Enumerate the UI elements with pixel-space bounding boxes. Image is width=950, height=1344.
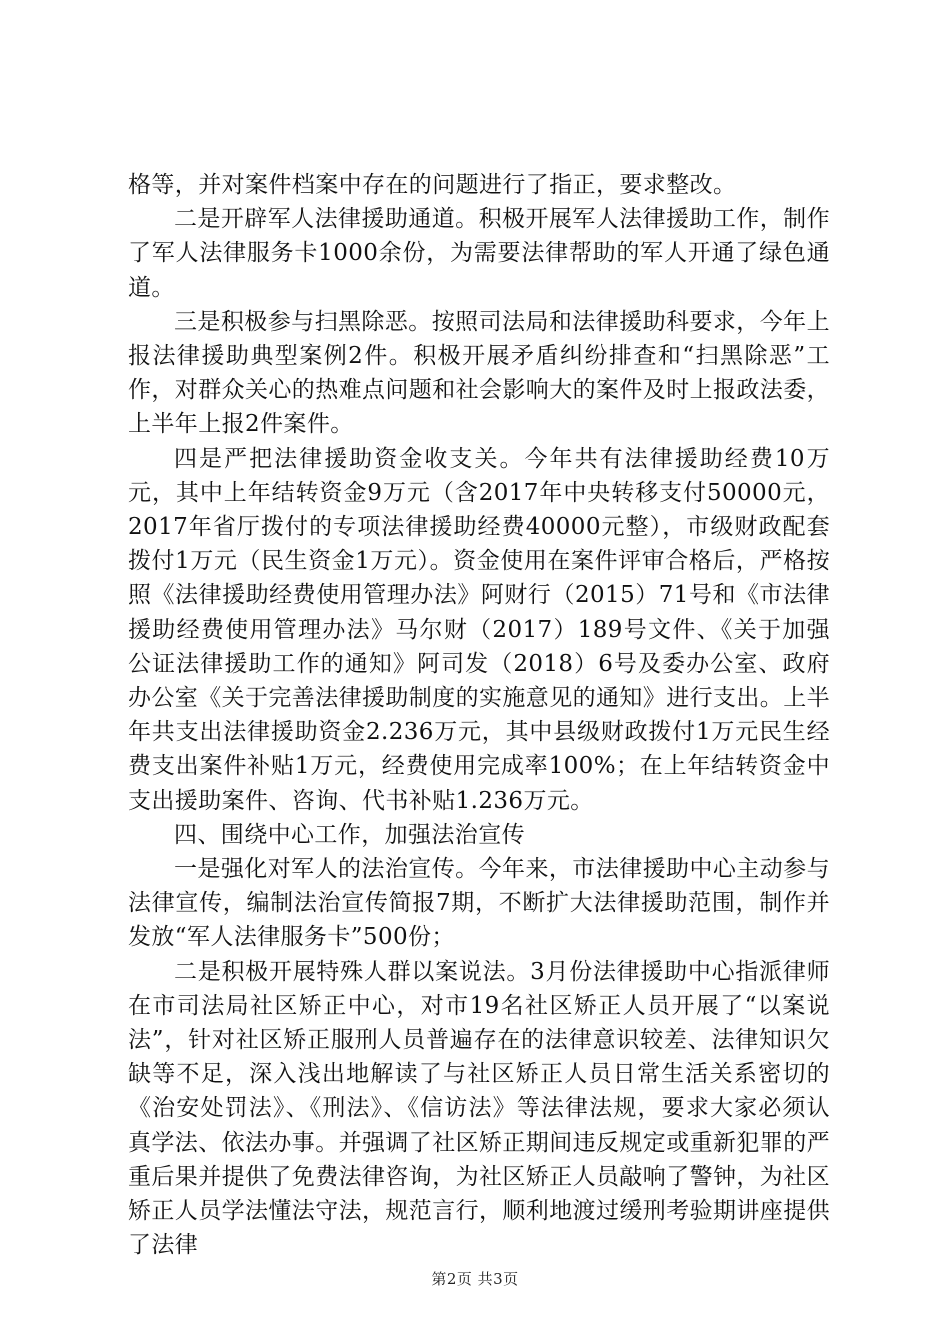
document-body — [128, 168, 830, 1263]
paragraph-special-groups: 二是积极开展特殊人群以案说法。3月份法律援助中心指派律师在市司法局社区矫正中心，对市19名社区矫正人员开展了“以案说法”，针对社区矫正服刑人员普遍存在的法律意识较差、法律知识欠缺等不足，深入浅出地解读了与社区矫正人员日常生活关系密切的《治安处罚法》、《刑法》、《信访法》等法律法规，要求大家必须认真学法、依法办事。并强调了社区矫正期间违反规定或重新犯罪的严重后果并提供了免费法律咨询，为社区矫正人员敲响了警钟，为社区矫正人员学法懂法守法，规范言行，顺利地渡过缓刑考验期讲座提供了法律 — [128, 958, 830, 1259]
paragraph-military-legal-aid: 二是开辟军人法律援助通道。积极开展军人法律援助工作，制作了军人法律服务卡1000余份，为需要法律帮助的军人开通了绿色通道。 — [128, 206, 830, 301]
page-footer: 第2页 共3页 — [431, 1270, 519, 1288]
paragraph-continuation: 格等，并对案件档案中存在的问题进行了指正，要求整改。 — [128, 172, 737, 198]
section-heading: 四、围绕中心工作，加强法治宣传 — [174, 821, 525, 848]
paragraph-military-publicity: 一是强化对军人的法治宣传。今年来，市法律援助中心主动参与法律宣传，编制法治宣传简报7期，不断扩大法律援助范围，制作并发放“军人法律服务卡”500份； — [128, 856, 830, 951]
paragraph-anti-crime: 三是积极参与扫黑除恶。按照司法局和法律援助科要求，今年上报法律援助典型案例2件。积极开展矛盾纠纷排查和“扫黑除恶”工作，对群众关心的热难点问题和社会影响大的案件及时上报政法委，上半年上报2件案件。 — [128, 308, 830, 438]
paragraph-funding: 四是严把法律援助资金收支关。今年共有法律援助经费10万元，其中上年结转资金9万元（含2017年中央转移支付50000元，2017年省厅拨付的专项法律援助经费40000元整），市级财政配套拨付1万元（民生资金1万元）。资金使用在案件评审合格后，严格按照《法律援助经费使用管理办法》阿财行（2015）71号和《市法律援助经费使用管理办法》马尔财（2017）189号文件、《关于加强公证法律援助工作的通知》阿司发（2018）6号及委办公室、政府办公室《关于完善法律援助制度的实施意见的通知》进行支出。上半年共支出法律援助资金2.236万元，其中县级财政拨付1万元民生经费支出案件补贴1万元，经费使用完成率100%；在上年结转资金中支出援助案件、咨询、代书补贴1.236万元。 — [128, 445, 830, 814]
